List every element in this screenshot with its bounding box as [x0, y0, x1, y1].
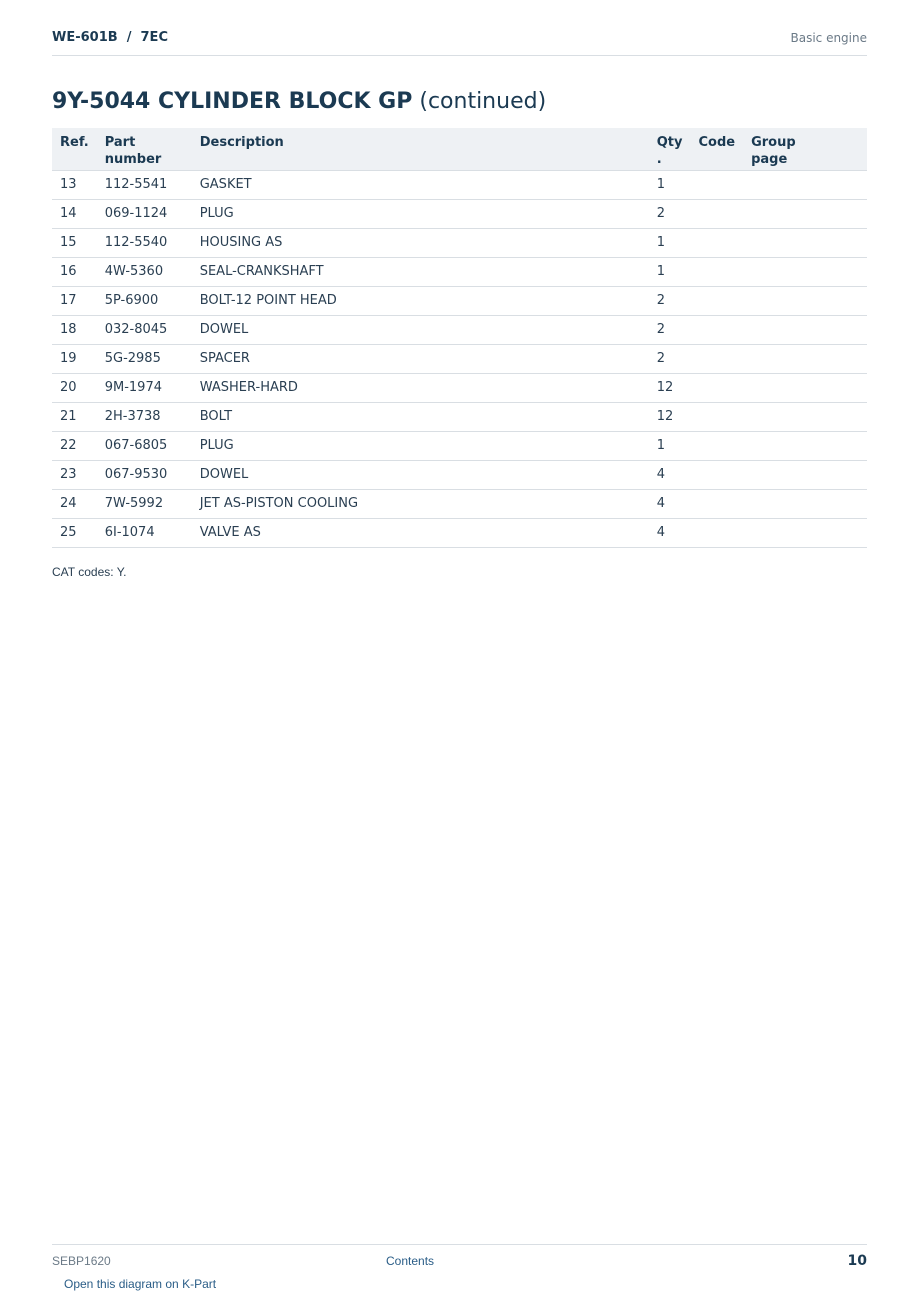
cell-ref: 15: [52, 228, 97, 257]
cell-code: [690, 199, 743, 228]
cell-group-page: [743, 344, 867, 373]
cell-code: [690, 489, 743, 518]
cell-group-page: [743, 373, 867, 402]
cell-ref: 13: [52, 170, 97, 199]
col-header-description: Description: [192, 128, 649, 170]
cell-part-number: 112-5540: [97, 228, 192, 257]
group-title: 9Y-5044 CYLINDER BLOCK GP: [52, 89, 413, 114]
parts-table-body: [52, 170, 867, 547]
col-header-qty-line2: .: [656, 152, 662, 167]
contents-link[interactable]: Contents: [386, 1254, 435, 1268]
cell-group-page: [743, 402, 867, 431]
parts-table: [52, 128, 867, 548]
cell-description: BOLT-12 POINT HEAD: [192, 286, 649, 315]
cell-code: [690, 402, 743, 431]
cell-qty: 2: [649, 286, 691, 315]
cell-qty: 12: [649, 373, 691, 402]
table-row: [52, 315, 867, 344]
cell-code: [690, 286, 743, 315]
table-row: [52, 489, 867, 518]
cell-description: JET AS-PISTON COOLING: [192, 489, 649, 518]
page-footer: [52, 1244, 867, 1269]
cell-ref: 14: [52, 199, 97, 228]
cell-group-page: [743, 228, 867, 257]
cell-code: [690, 431, 743, 460]
cell-description: SEAL-CRANKSHAFT: [192, 257, 649, 286]
cell-ref: 24: [52, 489, 97, 518]
document-id: SEBP1620: [52, 1254, 111, 1268]
cell-code: [690, 315, 743, 344]
cell-group-page: [743, 315, 867, 344]
col-header-qty: [649, 128, 691, 170]
cell-part-number: 067-9530: [97, 460, 192, 489]
cell-description: DOWEL: [192, 460, 649, 489]
cell-qty: 12: [649, 402, 691, 431]
page-number: 10: [847, 1253, 867, 1269]
cell-part-number: 5G-2985: [97, 344, 192, 373]
cell-group-page: [743, 489, 867, 518]
cell-code: [690, 344, 743, 373]
continued-label: (continued): [419, 89, 547, 114]
cell-description: PLUG: [192, 199, 649, 228]
cell-description: WASHER-HARD: [192, 373, 649, 402]
cell-ref: 21: [52, 402, 97, 431]
cell-part-number: 7W-5992: [97, 489, 192, 518]
cell-part-number: 5P-6900: [97, 286, 192, 315]
cell-description: SPACER: [192, 344, 649, 373]
cell-group-page: [743, 518, 867, 547]
cell-group-page: [743, 170, 867, 199]
cell-ref: 17: [52, 286, 97, 315]
cell-qty: 2: [649, 315, 691, 344]
cell-code: [690, 460, 743, 489]
cell-ref: 25: [52, 518, 97, 547]
table-row: [52, 286, 867, 315]
table-row: [52, 257, 867, 286]
cell-part-number: 032-8045: [97, 315, 192, 344]
col-header-group-line2: page: [751, 152, 788, 167]
cell-description: VALVE AS: [192, 518, 649, 547]
cell-group-page: [743, 286, 867, 315]
col-header-code: Code: [690, 128, 743, 170]
col-header-group-page: [743, 128, 867, 170]
cell-code: [690, 518, 743, 547]
cell-qty: 1: [649, 170, 691, 199]
table-row: [52, 373, 867, 402]
cell-group-page: [743, 199, 867, 228]
cell-description: GASKET: [192, 170, 649, 199]
table-row: [52, 518, 867, 547]
table-row: [52, 344, 867, 373]
cell-group-page: [743, 257, 867, 286]
col-header-qty-line1: Qty: [656, 135, 683, 150]
cell-qty: 1: [649, 257, 691, 286]
cell-code: [690, 257, 743, 286]
cell-group-page: [743, 460, 867, 489]
table-row: [52, 431, 867, 460]
table-row: [52, 460, 867, 489]
cell-description: DOWEL: [192, 315, 649, 344]
cell-code: [690, 228, 743, 257]
cell-qty: 4: [649, 489, 691, 518]
cat-codes-note: CAT codes: Y.: [52, 565, 127, 579]
section-name: Basic engine: [790, 31, 867, 45]
table-header-row: [52, 128, 867, 170]
cell-ref: 16: [52, 257, 97, 286]
table-row: [52, 199, 867, 228]
cell-qty: 2: [649, 344, 691, 373]
cell-group-page: [743, 431, 867, 460]
cell-code: [690, 373, 743, 402]
table-row: [52, 402, 867, 431]
cell-part-number: 112-5541: [97, 170, 192, 199]
page-title: [52, 89, 546, 114]
cell-qty: 4: [649, 460, 691, 489]
page-header: [52, 28, 867, 56]
model-code: WE-601B / 7EC: [52, 30, 168, 45]
col-header-part-number: Part number: [97, 128, 192, 170]
cell-ref: 18: [52, 315, 97, 344]
cell-ref: 23: [52, 460, 97, 489]
cell-part-number: 4W-5360: [97, 257, 192, 286]
col-header-group-line1: Group: [751, 135, 796, 150]
cell-part-number: 6I-1074: [97, 518, 192, 547]
cell-qty: 1: [649, 228, 691, 257]
table-row: [52, 228, 867, 257]
cell-description: PLUG: [192, 431, 649, 460]
col-header-ref: Ref.: [52, 128, 97, 170]
cell-qty: 2: [649, 199, 691, 228]
cell-code: [690, 170, 743, 199]
cell-part-number: 2H-3738: [97, 402, 192, 431]
cell-description: HOUSING AS: [192, 228, 649, 257]
cell-part-number: 9M-1974: [97, 373, 192, 402]
cell-ref: 22: [52, 431, 97, 460]
cell-ref: 20: [52, 373, 97, 402]
cell-ref: 19: [52, 344, 97, 373]
table-row: [52, 170, 867, 199]
open-diagram-link[interactable]: Open this diagram on K-Part: [64, 1277, 217, 1291]
cell-part-number: 069-1124: [97, 199, 192, 228]
cell-description: BOLT: [192, 402, 649, 431]
cell-qty: 4: [649, 518, 691, 547]
cell-qty: 1: [649, 431, 691, 460]
cell-part-number: 067-6805: [97, 431, 192, 460]
